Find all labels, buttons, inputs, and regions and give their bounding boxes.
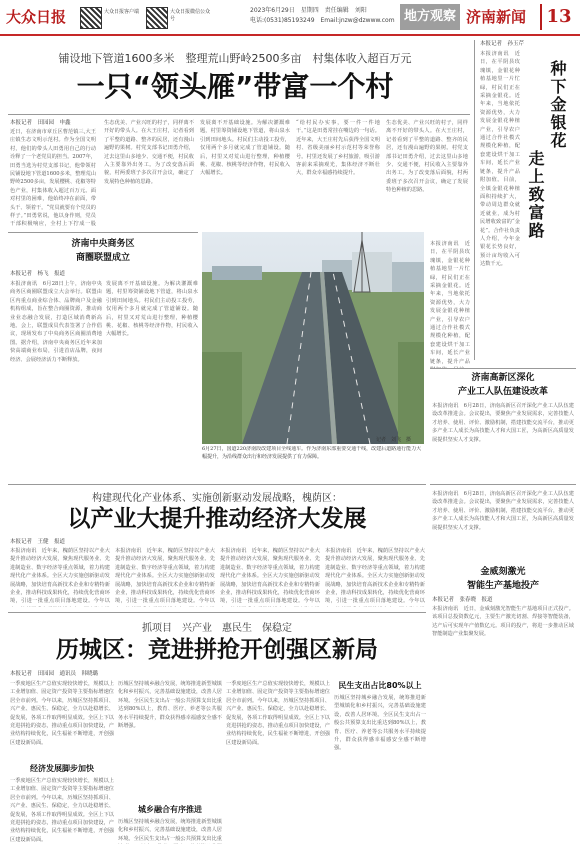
- right-body-cont: 本报济南讯 近日，在平阴县玫瑰镇，金银花种植基地里一片忙碌，村民们正在采摘金银花。近年来，当地依托资源优势，大力发展金银花种植产业，引导农户通过合作社模式规模化种植，配套建设烘干加工车间，延长产业链条，提升产品: [430, 241, 470, 365]
- bottom-subhead-1: 经济发展脚步加快: [30, 764, 94, 773]
- contact-line: 电话:(0531)85193249 Email:jnzw@dzwww.com: [250, 17, 395, 24]
- column-divider: [474, 40, 475, 360]
- mid-byline: 本报记者 王健 报道: [10, 539, 66, 545]
- bottom-body-col3: 一季度地区生产总值实现较快增长，规模以上工业增加值、固定资产投资等主要指标增速位居全市前列。今年以来，历城区坚持抓项目、兴产业、惠民生、保稳定，全力以赴稳增长、促发展，各项工作取得明显成效。全区上下以竞进拼抢的姿态，推动重点项目加快建设，产业结构持续优化，民生福祉不断增进，开创强区建设新局面。: [226, 681, 330, 746]
- bottom-headline: 历城区：竞进拼抢开创强区新局: [56, 637, 378, 663]
- lower-right-body: 本报济南讯 近日，金威刻激光智能生产基地项目正式投产。该项目总投资数亿元，主要生产激光切割、焊接等智能装备，达产后可实现年产值数亿元。项目的投产，将进一步推动区域智能制造产业集聚发展。: [432, 606, 574, 638]
- lead-byline: 本报记者 田园园 申鑫: [10, 120, 71, 126]
- qr-label: 大众日报微信公众号: [170, 9, 211, 22]
- alliance-body-cont: 发展离不开基础设施。为解决灌溉难题，村里筹资铺设地下管道，将山泉水引到田间地头。村民们主动投工投劳，仅用两个多月就完成了管道铺设。随后，村里又对荒山进行整理，种植樱桃、花椒、核桃等经济作物，村民收入大幅增长。: [106, 281, 198, 338]
- mid-body-col2: 本报济南讯 近年来，槐荫区坚持以产业大提升推动经济大发展，聚焦现代服务业、先进制造业、数字经济等重点领域，着力构建现代化产业体系。全区大力实施创新驱动发展战略，加快培育高新技术企业和专精特新企业，推动科技成果转化，持续优化营商环境，引进一批重点项目落地建设。今年以: [115, 548, 215, 605]
- highway-photo-illustration: [202, 232, 424, 444]
- qr-label: 大众日报客户端: [104, 9, 140, 15]
- divider: [8, 114, 470, 115]
- bottom-body-3: 历城区坚持城乡融合发展，统筹推进新型城镇化和乡村振兴，完善基础设施建设，改善人居环境。全区民生支出占一般公共预算支出比重达到80%以上，教育、医疗、养老等公共服务水平持续提升，群众获得感幸福感安全感不断增强。: [334, 695, 426, 752]
- right-body: 本报济南讯 近日，在平阴县玫瑰镇，金银花种植基地里一片忙碌，村民们正在采摘金银花。近年来，当地依托资源优势，大力发展金银花种植产业，引导农户通过合作社模式规模化种植，配套建设烘干加工车间，延长产业链条，提升产品附加值。目前，全镇金银花种植面积持续扩大，带动周边群众就近就业，成为村民增收致富的“金花”。合作社负责人介绍，今年金银花长势良好，预计亩均收入可达数千元。: [480, 51, 520, 268]
- lower-right-body-lead: 本报济南讯 6月28日，济南高新区召开深化产业工人队伍建设改革推进会。会议提出，要聚焦产业发展需求，完善技能人才培养、使用、评价、激励机制，搭建技能交流平台，推动更多产业工人成长为高技能人才和大国工匠，为高新区高质量发展提供坚实人才支撑。: [432, 491, 574, 531]
- right-subhead-2: 产业工人队伍建设改革: [457, 387, 548, 397]
- right-byline: 本报记者 孙玉芹: [480, 41, 525, 47]
- divider: [8, 612, 426, 613]
- page-number: 13: [540, 4, 576, 30]
- issue-meta: [250, 6, 395, 26]
- divider: [430, 484, 576, 485]
- bottom-body: 一季度地区生产总值实现较快增长，规模以上工业增加值、固定资产投资等主要指标增速位居全市前列。今年以来，历城区坚持抓项目、兴产业、惠民生、保稳定，全力以赴稳增长、促发展，各项工作取得明显成效。全区上下以竞进拼抢的姿态，推动重点项目加快建设，产业结构持续优化，民生福祉不断增进，开创强区建设新局面。: [10, 681, 114, 746]
- lower-right-subhead: 金威刻激光: [480, 567, 526, 577]
- center-story-col-d: 生态优美、产业兴旺的村子，同样离不开好的带头人。在大王庄村，记者看到了平整的道路、整齐的民居，还有漫山遍野的果树。村党支部书记田勇介绍，过去这里山多地少、交通不便，村民收入主要靠外出务工。为了改变落后面貌，村两委班子多次召开会议，确定了发展特色种植的思路。: [386, 120, 468, 194]
- lead-body: 近日，在济南市章丘区曹范镇三,大王庄镇生态文明示范村。作为全国文明村，他们的带头人田勇用自己的行动诠释了一个老党员的担当。2007年，田勇当选为村党支部书记，他带领村民铺设地下管道1600多米，整理荒山野岭2500多亩，发展樱桃、花椒等特色产业，村集体收入超过百万元。面对村里的困难，他始终冲在前面，带头干、领着干。“党员就要有个党员的样子。”田勇常说，他以身作则，党员干部积极响应，全村上下拧成一股: [10, 129, 96, 228]
- lead-headline: 一只“领头雁”带富一个村: [76, 70, 394, 103]
- bottom-body-col2: 历城区坚持城乡融合发展，统筹推进新型城镇化和乡村振兴，完善基础设施建设，改善人居环境。全区民生支出占一般公共预算支出比重达到80%以上，教育、医疗、养老等公共服务水平持续提升，群众获得感幸福感安全感不断增强。: [118, 681, 222, 730]
- lead-kicker: 铺设地下管道1600多米 整理荒山野岭2500多亩 村集体收入超百万元: [58, 52, 412, 65]
- section-tag: 地方观察: [400, 4, 460, 30]
- alliance-title: 济南中央商务区: [71, 239, 135, 249]
- alliance-body: 本报济南讯 6月28日上午，济南中央商务区商圈联盟成立大会举行。联盟由区内重点商业综合体、品牌商户及金融机构组成，旨在整合商圈资源，推动商业业态融合发展，打造区域消费新高地。会上，联盟成员代表签署了合作倡议，现场发布了中央商务区商圈消费地图。据介绍，济南中央商务区近年来加快高端商业布局，引进首店品牌，夜间经济、会展经济活力不断释放。: [10, 281, 102, 363]
- date-line: 2023年6月29日 星期四 责任编辑 刘阳: [250, 7, 367, 14]
- right-vertical-title-1: 种下金银花: [548, 60, 567, 150]
- news-photo: [202, 232, 424, 444]
- bottom-subhead-2: 城乡融合有序推进: [138, 805, 202, 814]
- mid-body-col3: 本报济南讯 近年来，槐荫区坚持以产业大提升推动经济大发展，聚焦现代服务业、先进制造业、数字经济等重点领域，着力构建现代化产业体系。全区大力实施创新驱动发展战略，加快培育高新技术企业和专精特新企业，推动科技成果转化，持续优化营商环境，引进一批重点项目落地建设。今年以: [220, 548, 320, 605]
- alliance-title-2: 商圈联盟成立: [75, 253, 130, 263]
- mid-kicker: 构建现代化产业体系、实施创新驱动发展战略，槐荫区：: [92, 493, 342, 504]
- alliance-byline: 本报记者 杨飞 报道: [10, 271, 66, 277]
- bottom-body-1: 一季度地区生产总值实现较快增长，规模以上工业增加值、固定资产投资等主要指标增速位居全市前列。今年以来，历城区坚持抓项目、兴产业、惠民生、保稳定，全力以赴稳增长、促发展，各项工作取得明显成效。全区上下以竞进拼抢的姿态，推动重点项目加快建设，产业结构持续优化，民生福祉不断增进，开创强区建设新局面。: [10, 778, 114, 843]
- center-story-col-a: 生态优美、产业兴旺的村子，同样离不开好的带头人。在大王庄村，记者看到了平整的道路、整齐的民居，还有漫山遍野的果树。村党支部书记田勇介绍，过去这里山多地少、交通不便，村民收入主要靠外出务工。为了改变落后面貌，村两委班子多次召开会议，确定了发展特色种植的思路。: [104, 120, 194, 185]
- qr-code-icon: [80, 7, 102, 29]
- lower-right-subhead-2: 智能生产基地投产: [466, 581, 539, 591]
- photo-caption: 6月27日，国道220济南段改建项目全线通车。作为济南东部重要交通干线，改建后道路通行能力大幅提升，为沿线群众出行和经济发展提供了有力保障。: [202, 446, 422, 460]
- bottom-kicker: 抓项目 兴产业 惠民生 保稳定: [142, 623, 292, 634]
- mid-headline: 以产业大提升推动经济大发展: [67, 506, 367, 532]
- bottom-subhead-3: 民生支出占比80%以上: [338, 681, 422, 690]
- photo-credit: 记者 刘飞 摄: [376, 437, 412, 443]
- center-story-col-b: 发展离不开基础设施。为解决灌溉难题，村里筹资铺设地下管道，将山泉水引到田间地头。村民们主动投工投劳，仅用两个多月就完成了管道铺设。随后，村里又对荒山进行整理，种植樱桃、花椒、核桃等经济作物，村民收入大幅增长。: [200, 120, 290, 177]
- mid-body-col1: 本报济南讯 近年来，槐荫区坚持以产业大提升推动经济大发展，聚焦现代服务业、先进制造业、数字经济等重点领域，着力构建现代化产业体系。全区大力实施创新驱动发展战略，加快培育高新技术企业和专精特新企业，推动科技成果转化，持续优化营商环境，引进一批重点项目落地建设。今年以: [10, 548, 110, 605]
- right-vertical-title-2: 走上致富路: [526, 150, 545, 240]
- newspaper-logo: 大众日报: [6, 8, 67, 26]
- divider: [430, 368, 576, 369]
- bottom-byline: 本报记者 田园园 通讯员 韩晓璐: [10, 671, 99, 677]
- lower-right-byline: 本报记者 张春晓 报道: [432, 597, 493, 603]
- right-subhead: 济南高新区深化: [471, 373, 535, 383]
- center-story-col-c: “给村民办实事，要一件一件地干。”这是田勇常挂在嘴边的一句话。近年来，大王庄村先后获得全国文明村、省级美丽乡村示范村等荣誉称号。村里还发展了乡村旅游，吸引游客前来采摘观光，集体经济不断壮大，群众幸福感持续提升。: [296, 120, 380, 177]
- divider: [8, 484, 426, 485]
- section-name: 济南新闻: [466, 8, 527, 26]
- right-body-2: 本报济南讯 6月28日，济南高新区召开深化产业工人队伍建设改革推进会。会议提出，要聚焦产业发展需求，完善技能人才培养、使用、评价、激励机制，搭建技能交流平台，推动更多产业工人成长为高技能人才和大国工匠，为高新区高质量发展提供坚实人才支撑。: [432, 403, 574, 443]
- mid-body-col4: 本报济南讯 近年来，槐荫区坚持以产业大提升推动经济大发展，聚焦现代服务业、先进制造业、数字经济等重点领域，着力构建现代化产业体系。全区大力实施创新驱动发展战略，加快培育高新技术企业和专精特新企业，推动科技成果转化，持续优化营商环境，引进一批重点项目落地建设。今年以: [325, 548, 425, 605]
- divider: [8, 232, 198, 233]
- bottom-body-2: 历城区坚持城乡融合发展，统筹推进新型城镇化和乡村振兴，完善基础设施建设，改善人居环境。全区民生支出占一般公共预算支出比重: [118, 819, 222, 842]
- qr-code-icon: [146, 7, 168, 29]
